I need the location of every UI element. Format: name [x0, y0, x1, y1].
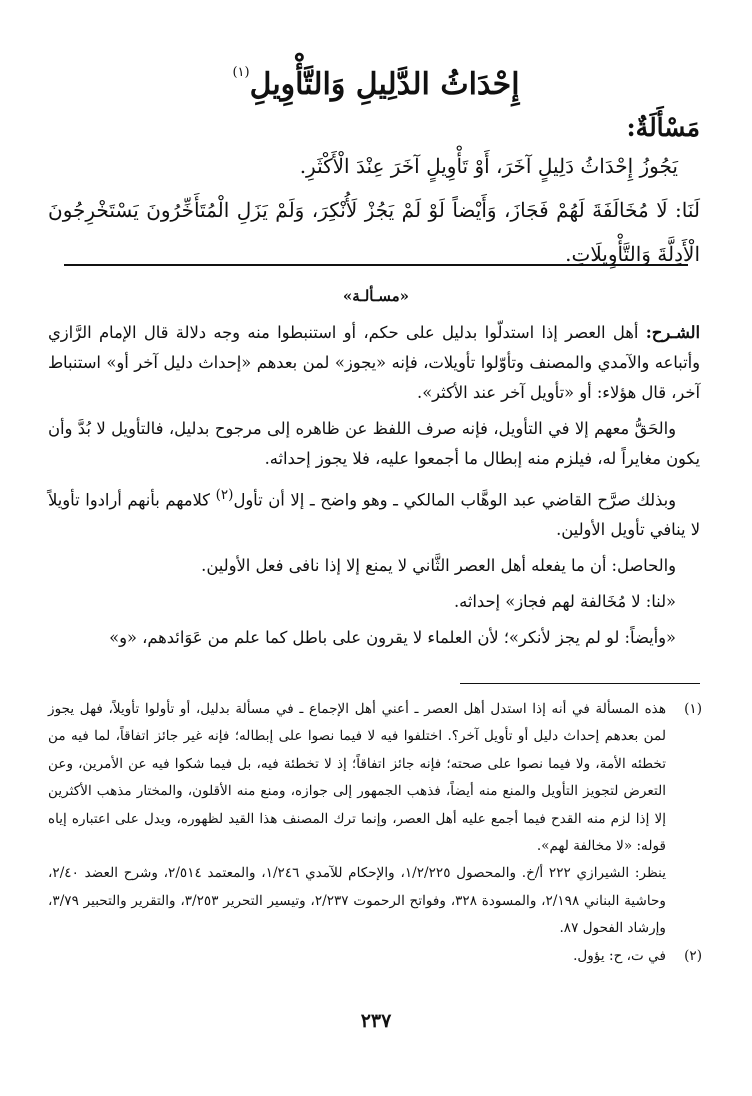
commentary-paragraph-3-b: كلامهم بأنهم أرادوا تأويلاً لا ينافي تأويل الأولين.: [48, 490, 700, 540]
masala-heading: مَسْأَلَةٌ:: [626, 113, 700, 142]
matn-line-2: لَنَا: لَا مُخَالَفَةَ لَهُمْ فَجَازَ، وَأَيْضاً لَوْ لَمْ يَجُزْ لَأُنْكِرَ، وَلَمْ يَزَلِ الْمُتَأَخِّرُونَ يَسْتَخْرِجُونَ الْأَدِلَّةَ وَالتَّأْوِيلَاتِ.: [48, 198, 700, 266]
footnote-1-paragraph-1: هذه المسألة في أنه إذا استدل أهل العصر ـ أعني أهل الإجماع ـ في مسألة بدليل، أو تأولوا تأويلاً، فهل يجوز لمن بعدهم إحداث دليل أو تأويل آخر؟. اختلفوا فيه لا فيما نصوا على إبطاله؛ فإنه غير جائز اتفاقاً، لما فيه من تخطئه الأمة، ولا فيما نصوا على صحته؛ فإنه جائز اتفاقاً؛ إذ لا تخطئة فيه، بل فيما شكوا فيه عن الأمرين، وعن التعرض لتجويز التأويل والمنع منه أيضاً، فذهب الجمهور إلى جوازه، ومنع منه الأقلون، والمختار مذهب الأكثرين إلا إذا لزم منه القدح فيما أجمع عليه أهل العصر، وإنما ترك المصنف هذا القيد لظهوره، ويدل على اعتباره إياه قوله: «لا مخالفة لهم».: [48, 701, 666, 855]
main-text-block: [48, 144, 700, 276]
footnote-1: [48, 696, 702, 943]
page-number: ٢٣٧: [360, 1010, 392, 1032]
footnote-1-number: (١): [684, 701, 702, 717]
chapter-title-text: إِحْدَاثُ الدَّلِيلِ وَالتَّأْوِيلِ: [249, 67, 520, 102]
commentary-paragraph-2: والحَقُّ معهم إلا في التأويل، فإنه صرف اللفظ عن ظاهره إلى مرجوح بدليل، فالتأويل لا بُدَّ وأن يكون مغايراً له، فيلزم منه إبطال ما أجمعوا عليه، فلا يجوز إحداثه.: [48, 419, 700, 468]
footnote-2: [48, 943, 702, 970]
footnote-1-text: [48, 696, 666, 943]
commentary-paragraph-5: «لنا: لا مُخَالفة لهم فجاز» إحداثه.: [453, 592, 676, 612]
commentary-paragraph-1: [48, 318, 700, 408]
chapter-title: [0, 48, 752, 110]
footnote-ref-2: (٢): [215, 487, 234, 503]
separator-rule: [64, 264, 688, 266]
title-footnote-ref: (١): [232, 65, 250, 80]
footnote-2-paragraph-1: في ت، ح: يؤول.: [573, 947, 666, 964]
footnotes-block: [48, 696, 702, 970]
commentary-paragraph-4: والحاصل: أن ما يفعله أهل العصر الثَّاني لا يمنع إلا إذا نافى فعل الأولين.: [201, 556, 676, 576]
commentary-paragraph-3-a: وبذلك صرَّح القاضي عبد الوهَّاب المالكي ـ وهو واضح ـ إلا أن تأول: [233, 490, 676, 510]
sharh-label: الشـرح:: [645, 323, 700, 342]
footnote-1-paragraph-2: ينظر: الشيرازي ٢٢٢ أ/خ. والمحصول ١/٢/٢٢٥، والإحكام للآمدي ١/٢٤٦، والمعتمد ٢/٥١٤، وشرح العضد ٢/٤٠، وحاشية البناني ٢/١٩٨، والمسودة ٣٢٨، وفواتح الرحموت ٢/٢٣٧، وتيسير التحرير ٣/٢٥٣، والتقرير والتحبير ٣/٧٩، وإرشاد الفحول ٨٧.: [48, 865, 666, 937]
footnote-2-number: (٢): [684, 947, 702, 964]
commentary-paragraph-6: «وأيضاً: لو لم يجز لأنكر»؛ لأن العلماء لا يقرون على باطل كما علم من عَوَائدهم، «و»: [109, 628, 676, 648]
commentary-block: [48, 318, 700, 659]
commentary-paragraph-1-text: أهل العصر إذا استدلّوا بدليل على حكم، أو استنبطوا منه وجه دلالة قال الإمام الرَّازي وأتباعه والآمدي والمصنف وتأوّلوا تأويلات، فإنه «يجوز» لمن بعدهم «إحداث دليل آخر أو» استنباط آخر، قال هؤلاء: أو «تأويل آخر عند الأكثر».: [48, 323, 700, 402]
matn-line-1: يَجُوزُ إِحْدَاثُ دَلِيلٍ آخَرَ، أَوْ تَأْوِيلٍ آخَرَ عِنْدَ الْأَكْثَرِ.: [299, 154, 678, 178]
footnote-2-text: [48, 943, 666, 970]
commentary-heading: «مسـألـة»: [342, 287, 410, 305]
commentary-paragraph-3: [48, 480, 700, 545]
footnote-separator: [460, 683, 700, 684]
